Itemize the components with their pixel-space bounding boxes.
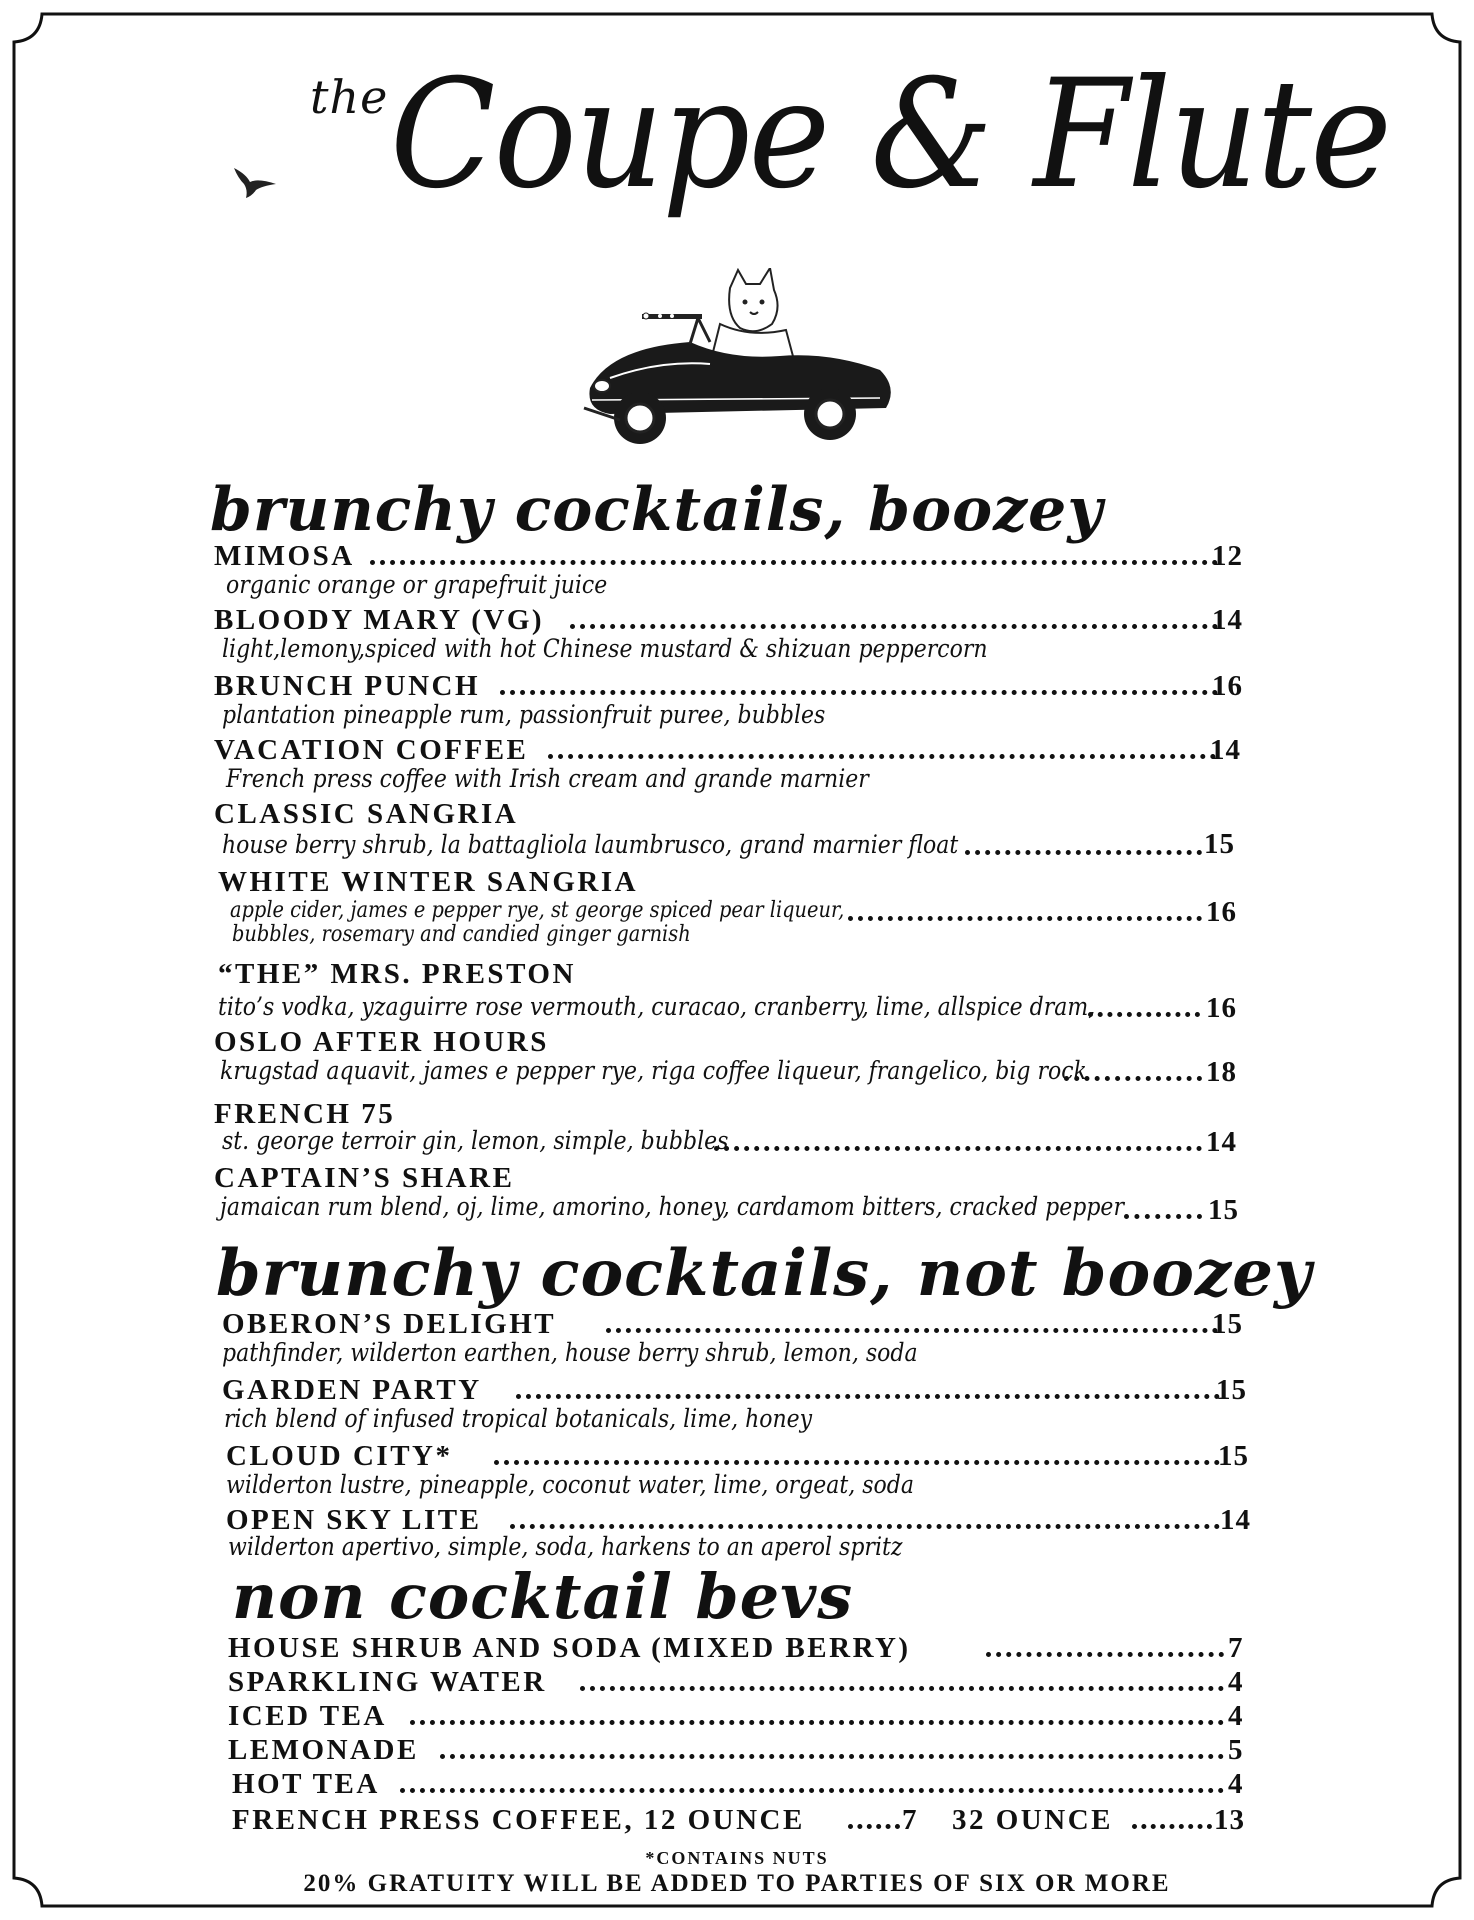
section-heading-non-cocktail: non cocktail bevs (232, 1560, 854, 1633)
menu-item-name: HOUSE SHRUB AND SODA (MIXED BERRY) (228, 1632, 911, 1664)
dot-leader (580, 1686, 1224, 1691)
menu-item-name: OPEN SKY LITE (226, 1504, 482, 1536)
menu-item-price: 16 (1212, 670, 1243, 702)
dot-leader (986, 1652, 1224, 1657)
menu-item-price: 16 (1206, 896, 1237, 928)
menu-item-description: jamaican rum blend, oj, lime, amorino, honey, cardamom bitters, cracked pepper (220, 1192, 1124, 1221)
dot-leader (516, 1394, 1220, 1399)
menu-item-description: French press coffee with Irish cream and grande marnier (226, 764, 869, 793)
menu-item-price: 7 (902, 1804, 918, 1836)
section-heading-boozey: brunchy cocktails, boozey (210, 475, 1104, 545)
dot-leader (494, 1460, 1220, 1465)
menu-item-price: 4 (1228, 1666, 1244, 1698)
dot-leader (500, 690, 1218, 695)
menu-item-name: FRENCH PRESS COFFEE, 12 OUNCE (232, 1804, 805, 1836)
menu-item-name: LEMONADE (228, 1734, 419, 1766)
dot-leader (848, 1824, 900, 1829)
menu-item-name: BRUNCH PUNCH (214, 670, 481, 702)
menu-item-name: HOT TEA (232, 1768, 380, 1800)
menu-item-name: MIMOSA (214, 540, 355, 572)
menu-item-description: light,lemony,spiced with hot Chinese mustard & shizuan peppercorn (222, 634, 988, 663)
menu-item-name: SPARKLING WATER (228, 1666, 547, 1698)
menu-item-name: CLASSIC SANGRIA (214, 798, 519, 830)
menu-item-price: 14 (1212, 604, 1243, 636)
gratuity-note: 20% GRATUITY WILL BE ADDED TO PARTIES OF SIX OR MORE (303, 1870, 1171, 1897)
menu-item-name: CLOUD CITY* (226, 1440, 453, 1472)
menu-item-price: 15 (1212, 1308, 1243, 1340)
dot-leader (510, 1524, 1220, 1529)
menu-item-price: 13 (1214, 1804, 1245, 1836)
menu-item-price: 4 (1228, 1700, 1244, 1732)
menu-item-description-line2: bubbles, rosemary and candied ginger garnish (232, 922, 691, 947)
dot-leader (965, 850, 1202, 855)
menu-item-price: 15 (1208, 1194, 1239, 1226)
dot-leader (1132, 1824, 1212, 1829)
menu-item-price: 18 (1206, 1056, 1237, 1088)
menu-item-name: OBERON’S DELIGHT (222, 1308, 557, 1340)
menu-item-name: OSLO AFTER HOURS (214, 1026, 549, 1058)
menu-item-price: 14 (1206, 1126, 1237, 1158)
dot-leader (714, 1146, 1202, 1151)
menu-item-name: GARDEN PARTY (222, 1374, 482, 1406)
menu-item-description: krugstad aquavit, james e pepper rye, riga coffee liqueur, frangelico, big rock (220, 1056, 1087, 1085)
menu-item-price: 14 (1210, 734, 1241, 766)
dot-leader (848, 916, 1202, 921)
dot-leader (1124, 1214, 1202, 1219)
menu-item-price: 7 (1228, 1632, 1244, 1664)
dot-leader (570, 624, 1218, 629)
menu-item-description: organic orange or grapefruit juice (226, 570, 608, 599)
menu-item-size: 32 OUNCE (952, 1804, 1113, 1836)
dog-car-illustration (580, 268, 900, 463)
menu-item-description: wilderton apertivo, simple, soda, harkens to an aperol spritz (228, 1532, 903, 1561)
menu-item-price: 16 (1206, 992, 1237, 1024)
menu-item-name: CAPTAIN’S SHARE (214, 1162, 515, 1194)
menu-item-name: BLOODY MARY (VG) (214, 604, 545, 636)
dot-leader (548, 754, 1216, 759)
dot-leader (606, 1328, 1218, 1333)
menu-item-name: ICED TEA (228, 1700, 387, 1732)
bird-icon (232, 160, 278, 205)
menu-item-price: 4 (1228, 1768, 1244, 1800)
contains-nuts-note: *CONTAINS NUTS (645, 1848, 829, 1868)
dot-leader (1088, 1012, 1200, 1017)
menu-item-price: 12 (1212, 540, 1243, 572)
section-heading-not-boozey: brunchy cocktails, not boozey (216, 1236, 1313, 1311)
menu-item-price: 15 (1204, 828, 1235, 860)
menu-item-description: pathfinder, wilderton earthen, house berry shrub, lemon, soda (222, 1338, 918, 1367)
menu-item-description: rich blend of infused tropical botanicals, lime, honey (224, 1404, 813, 1433)
menu-item-description: house berry shrub, la battagliola laumbrusco, grand marnier float (222, 830, 959, 859)
dot-leader (410, 1720, 1224, 1725)
menu-item-name: WHITE WINTER SANGRIA (218, 866, 639, 898)
dot-leader (1064, 1076, 1202, 1081)
menu-item-description: wilderton lustre, pineapple, coconut water, lime, orgeat, soda (226, 1470, 914, 1499)
menu-item-name: VACATION COFFEE (214, 734, 529, 766)
dot-leader (440, 1754, 1224, 1759)
menu-item-price: 15 (1218, 1440, 1249, 1472)
menu-item-name: FRENCH 75 (214, 1098, 396, 1130)
menu-item-name: “THE” MRS. PRESTON (218, 958, 576, 990)
brand-the: the (310, 70, 389, 124)
brand-name: Coupe & Flute (390, 48, 1391, 222)
menu-item-description: apple cider, james e pepper rye, st george spiced pear liqueur, (230, 898, 845, 923)
menu-item-price: 5 (1228, 1734, 1244, 1766)
menu-item-description: st. george terroir gin, lemon, simple, bubbles (222, 1126, 729, 1155)
dot-leader (370, 560, 1218, 565)
dot-leader (400, 1788, 1224, 1793)
menu-item-description: plantation pineapple rum, passionfruit puree, bubbles (222, 700, 826, 729)
menu-item-price: 14 (1220, 1504, 1251, 1536)
menu-item-description: tito’s vodka, yzaguirre rose vermouth, curacao, cranberry, lime, allspice dram, (218, 992, 1096, 1021)
menu-item-price: 15 (1216, 1374, 1247, 1406)
